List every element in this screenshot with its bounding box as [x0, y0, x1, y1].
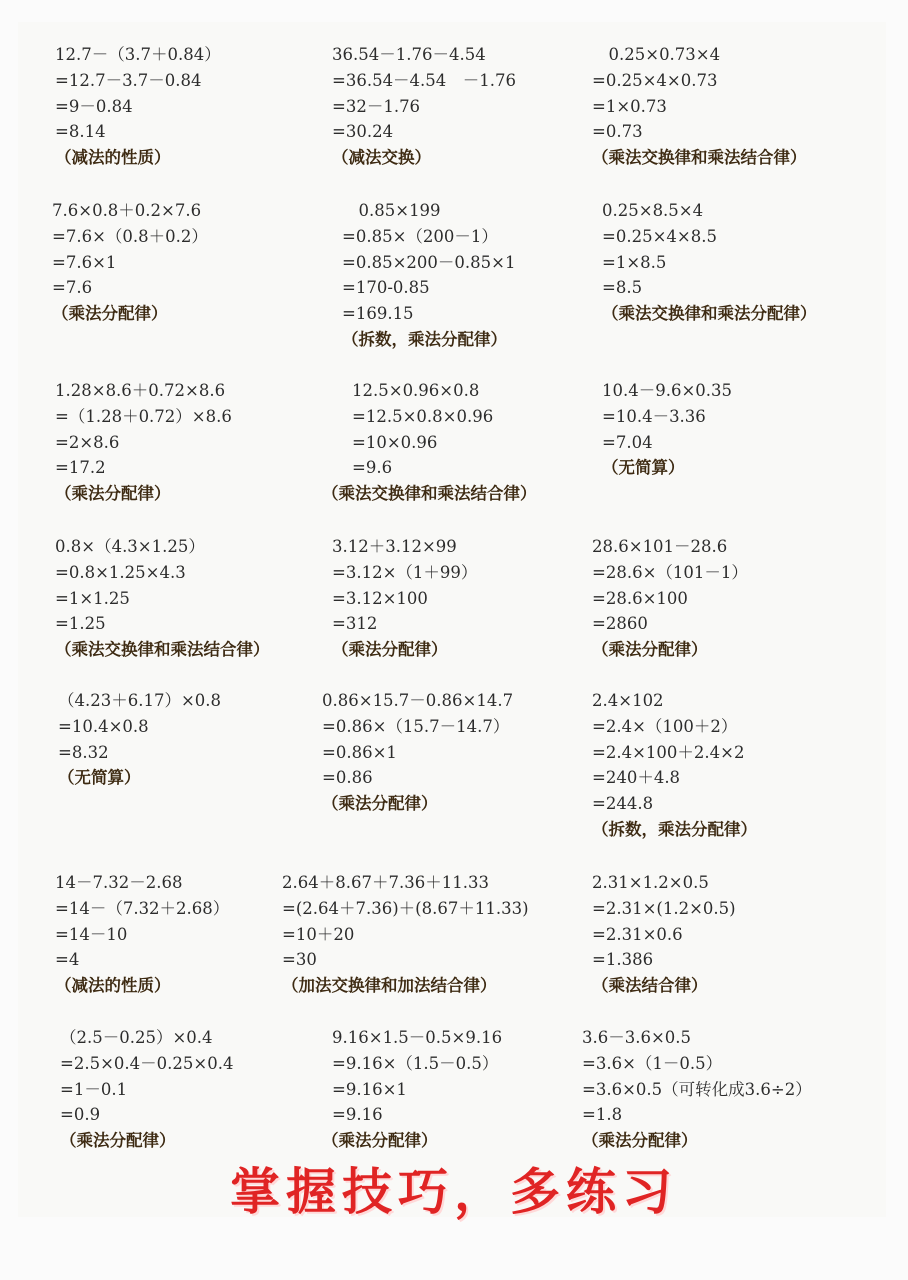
problem-expression: 12.5×0.96×0.8 — [352, 381, 480, 400]
problem-block — [55, 870, 229, 999]
problem-expression: 0.8×（4.3×1.25） — [55, 537, 205, 556]
solution-step: =0.86 — [322, 768, 373, 788]
solution-step: =7.6 — [52, 278, 93, 298]
solution-step: =30.24 — [332, 122, 394, 142]
problem-expression: 10.4－9.6×0.35 — [602, 381, 733, 400]
problem-block — [322, 1025, 503, 1154]
solution-step: =9.16×1 — [332, 1079, 407, 1099]
method-label: （乘法分配律） — [60, 1131, 176, 1151]
problem-expression: 0.25×8.5×4 — [602, 201, 704, 220]
problem-expression: 2.31×1.2×0.5 — [592, 873, 709, 892]
solution-step: =170-0.85 — [342, 278, 430, 298]
solution-step: =32－1.76 — [332, 96, 421, 116]
solution-step: =1×8.5 — [602, 252, 667, 272]
problem-block — [332, 42, 516, 171]
problem-expression: 12.7－（3.7＋0.84） — [55, 45, 221, 64]
method-label: （无简算） — [58, 768, 141, 788]
solution-step: =14－10 — [55, 924, 128, 944]
solution-step: =1.8 — [582, 1105, 623, 1125]
problem-block — [282, 870, 529, 999]
solution-step: =10.4－3.36 — [602, 406, 706, 426]
solution-step: =10.4×0.8 — [58, 716, 149, 736]
solution-step: =240＋4.8 — [592, 768, 681, 788]
problem-expression: （4.23＋6.17）×0.8 — [58, 691, 222, 710]
method-label: （加法交换律和加法结合律） — [282, 976, 497, 996]
solution-step: =（1.28＋0.72）×8.6 — [55, 406, 232, 426]
method-label: （乘法结合律） — [592, 976, 708, 996]
solution-step: =2860 — [592, 614, 648, 634]
problem-expression: 2.4×102 — [592, 691, 664, 710]
solution-step: =1－0.1 — [60, 1079, 128, 1099]
problem-block — [58, 688, 221, 791]
solution-step: =3.12×（1＋99） — [332, 562, 478, 582]
method-label: （乘法分配律） — [322, 794, 438, 814]
method-label: （乘法分配律） — [582, 1131, 698, 1151]
problem-expression: 0.85×199 — [342, 201, 441, 220]
problem-block — [55, 42, 221, 171]
method-label: （拆数，乘法分配律） — [592, 819, 757, 839]
problem-expression: 28.6×101－28.6 — [592, 537, 728, 556]
solution-step: =(2.64＋7.36)＋(8.67＋11.33) — [282, 898, 529, 918]
solution-step: =0.86×（15.7－14.7） — [322, 716, 510, 736]
method-label: （减法交换） — [332, 148, 431, 168]
solution-step: =7.6×（0.8＋0.2） — [52, 226, 208, 246]
solution-step: =12.7－3.7－0.84 — [55, 70, 202, 90]
problem-block — [55, 378, 232, 507]
solution-step: =0.8×1.25×4.3 — [55, 562, 186, 582]
method-label: （乘法分配律） — [322, 1131, 438, 1151]
problem-block — [332, 534, 477, 663]
solution-step: =36.54－4.54 －1.76 — [332, 70, 517, 90]
solution-step: =2.4×100＋2.4×2 — [592, 742, 745, 762]
method-label: （乘法分配律） — [592, 640, 708, 660]
solution-step: =2×8.6 — [55, 432, 120, 452]
problem-block — [342, 198, 515, 353]
problem-block — [582, 1025, 812, 1154]
problem-block — [322, 688, 513, 817]
problem-block — [592, 870, 736, 999]
solution-step: =8.14 — [55, 122, 106, 142]
solution-step: =0.9 — [60, 1105, 101, 1125]
problem-expression: 36.54－1.76－4.54 — [332, 45, 486, 64]
solution-step: =2.5×0.4－0.25×0.4 — [60, 1053, 234, 1073]
problem-block — [322, 378, 537, 507]
method-label: （乘法交换律和乘法结合律） — [55, 640, 270, 660]
problem-block — [602, 378, 732, 481]
solution-step: =9.16 — [332, 1105, 383, 1125]
solution-step: =28.6×（101－1） — [592, 562, 748, 582]
method-label: （无简算） — [602, 458, 685, 478]
footer-slogan: 掌握技巧，多练习 — [230, 1163, 678, 1221]
solution-step: =12.5×0.8×0.96 — [352, 406, 494, 426]
solution-step: =3.12×100 — [332, 588, 428, 608]
problem-block — [60, 1025, 233, 1154]
problem-block — [592, 534, 748, 663]
problem-block — [52, 198, 208, 327]
solution-step: =10×0.96 — [352, 432, 438, 452]
solution-step: =0.86×1 — [322, 742, 397, 762]
solution-step: =14－（7.32＋2.68） — [55, 898, 230, 918]
solution-step: =8.32 — [58, 742, 109, 762]
method-label: （拆数，乘法分配律） — [342, 329, 507, 349]
solution-step: =2.4×（100＋2） — [592, 716, 738, 736]
problem-block — [602, 198, 817, 327]
solution-step: =0.85×200－0.85×1 — [342, 252, 516, 272]
problem-expression: 3.12＋3.12×99 — [332, 537, 457, 556]
solution-step: =17.2 — [55, 458, 106, 478]
problem-block — [592, 688, 757, 843]
problem-expression: 14－7.32－2.68 — [55, 873, 183, 892]
problem-expression: 7.6×0.8＋0.2×7.6 — [52, 201, 202, 220]
solution-step: =1.25 — [55, 614, 106, 634]
solution-step: =1.386 — [592, 950, 654, 970]
method-label: （乘法分配律） — [52, 304, 168, 324]
method-label: （减法的性质） — [55, 976, 171, 996]
solution-step: =0.25×4×8.5 — [602, 226, 717, 246]
problem-block — [55, 534, 270, 663]
method-label: （乘法交换律和乘法结合律） — [592, 148, 807, 168]
solution-step: =2.31×0.6 — [592, 924, 683, 944]
solution-step: =30 — [282, 950, 317, 970]
solution-step: =0.25×4×0.73 — [592, 70, 718, 90]
solution-step: =169.15 — [342, 304, 414, 324]
method-label: （乘法交换律和乘法结合律） — [322, 484, 537, 504]
method-label: （乘法分配律） — [55, 484, 171, 504]
method-label: （减法的性质） — [55, 148, 171, 168]
solution-step: =1×0.73 — [592, 96, 667, 116]
solution-step: =2.31×(1.2×0.5) — [592, 898, 736, 918]
method-label: （乘法交换律和乘法分配律） — [602, 304, 817, 324]
solution-step: =9.16×（1.5－0.5） — [332, 1053, 499, 1073]
problem-expression: 1.28×8.6＋0.72×8.6 — [55, 381, 226, 400]
solution-step: =0.85×（200－1） — [342, 226, 498, 246]
solution-step: =8.5 — [602, 278, 643, 298]
problem-expression: 9.16×1.5－0.5×9.16 — [332, 1028, 503, 1047]
solution-step: =1×1.25 — [55, 588, 130, 608]
solution-step: =0.73 — [592, 122, 643, 142]
solution-step: =9.6 — [352, 458, 393, 478]
solution-step: =3.6×0.5（可转化成3.6÷2） — [582, 1079, 812, 1099]
problem-expression: 3.6－3.6×0.5 — [582, 1028, 692, 1047]
solution-step: =244.8 — [592, 794, 654, 814]
solution-step: =3.6×（1－0.5） — [582, 1053, 723, 1073]
problem-expression: 2.64＋8.67＋7.36＋11.33 — [282, 873, 489, 892]
solution-step: =7.04 — [602, 432, 653, 452]
problem-block — [592, 42, 807, 171]
solution-step: =10＋20 — [282, 924, 355, 944]
solution-step: =4 — [55, 950, 80, 970]
problem-expression: 0.25×0.73×4 — [592, 45, 721, 64]
solution-step: =9－0.84 — [55, 96, 133, 116]
problem-expression: （2.5－0.25）×0.4 — [60, 1028, 213, 1047]
solution-step: =28.6×100 — [592, 588, 688, 608]
problem-expression: 0.86×15.7－0.86×14.7 — [322, 691, 514, 710]
solution-step: =312 — [332, 614, 378, 634]
solution-step: =7.6×1 — [52, 252, 117, 272]
method-label: （乘法分配律） — [332, 640, 448, 660]
